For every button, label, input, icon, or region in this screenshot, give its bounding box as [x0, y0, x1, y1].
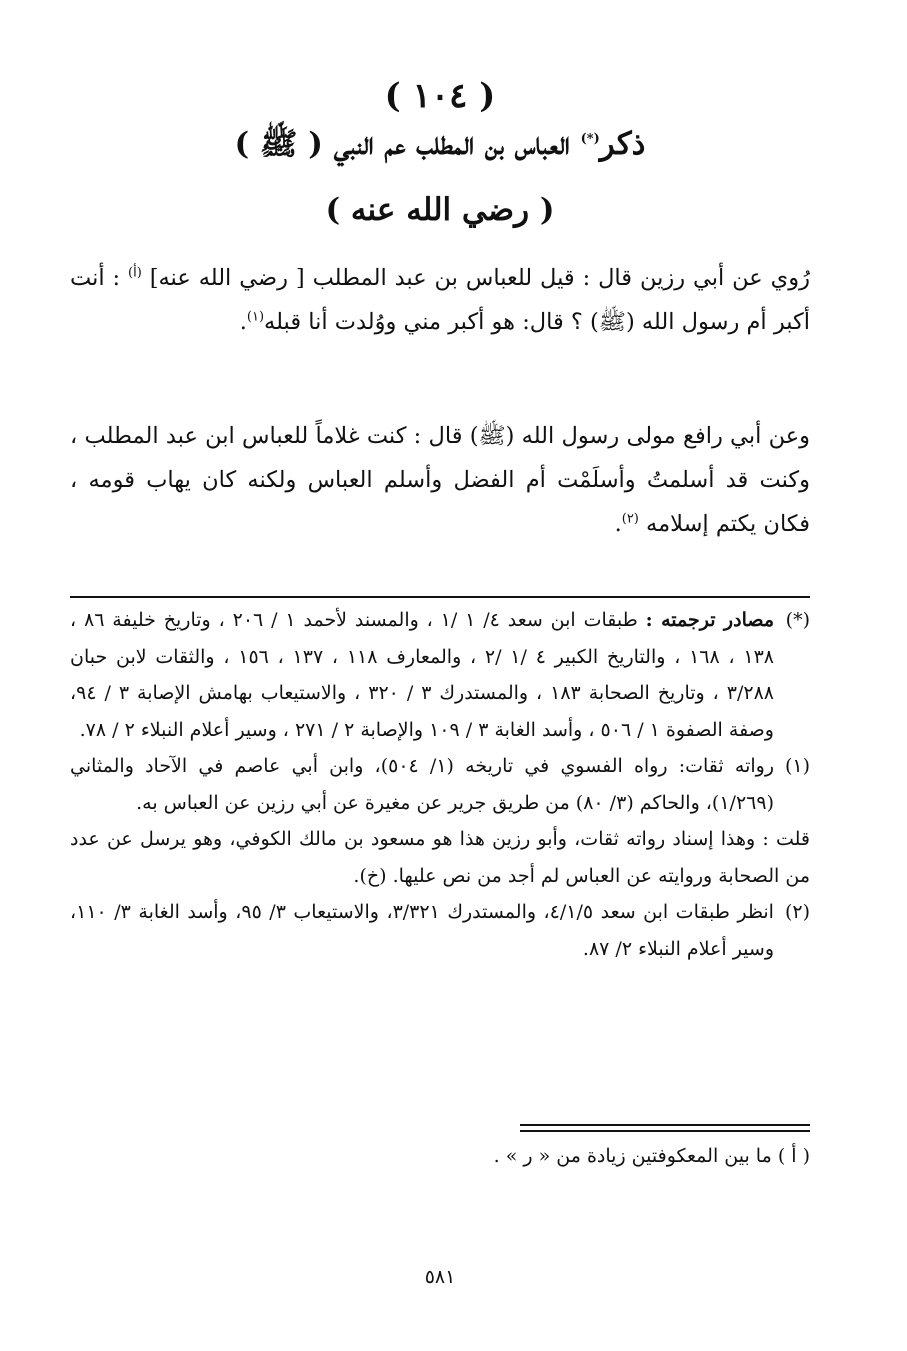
footnote-star-text: طبقات ابن سعد ٤/ ١ /١ ، والمسند لأحمد ١ / ٢٠٦ ، وتاريخ خليفة ٨٦ ، ١٣٨ ، ١٦٨ ، والتاريخ الكبير ٤ /١ /٢ ، والمعارف ١١٨ ، ١٣٧ ، ١٥٦ ، والثقات لابن حبان ٣/٢٨٨ ، وتاريخ الصحابة ١٨٣ ، والمستدرك ٣ / ٣٢٠ ، والاستيعاب بهامش الإصابة ٣ / ٩٤، وصفة الصفوة ١ / ٥٠٦ ، وأسد الغابة ٣ / ١٠٩ والإصابة ٢ / ٢٧١ ، وسير أعلام النبلاء ٢ / ٧٨.: [70, 609, 774, 741]
footnote-star-mark: (*): [785, 609, 810, 631]
editor-note-text: ما بين المعكوفتين زيادة من « ر » .: [493, 1145, 772, 1167]
title-main: العباس بن المطلب عم النبي ( ﷺ ): [234, 126, 570, 162]
para2-end: .: [614, 511, 622, 537]
body-paragraph-2: [70, 414, 810, 546]
footnote-qult: [70, 821, 810, 894]
para1-text-b: : أنت أكبر أم رسول الله (ﷺ) ؟ قال: هو أكبر مني ووُلدت أنا قبله: [70, 265, 810, 335]
page-number: ٥٨١: [424, 1266, 456, 1288]
editor-note: [70, 1138, 810, 1174]
para1-ref-b: (١): [246, 309, 265, 325]
para1-ref-a: (أ): [128, 265, 142, 281]
editor-note-mark: ( أ ): [777, 1145, 810, 1167]
entry-title: [70, 120, 810, 168]
para2-ref: (٢): [621, 511, 639, 527]
footnote-1: [70, 748, 810, 821]
footnote-qult-text: وهذا إسناد رواته ثقات، وأبو رزين هذا هو مسعود بن مالك الكوفي، وهو يرسل عن عدد من الصحابة وروايته عن العباس لم أجد من نص عليها. (خ).: [70, 828, 810, 887]
title-footnote-marker: (*): [580, 131, 600, 147]
para1-text-a: رُوي عن أبي رزين قال : قيل للعباس بن عبد المطلب [ رضي الله عنه]: [149, 265, 810, 291]
editor-note-divider: [520, 1124, 810, 1132]
footnote-1-mark: (١): [784, 755, 810, 777]
title-prefix: ذكر: [599, 126, 646, 162]
entry-subtitle: ( رضي الله عنه ): [325, 192, 555, 228]
footnote-star: [70, 602, 810, 748]
footnote-2: [70, 894, 810, 967]
footnote-divider: [70, 596, 810, 598]
footnote-2-mark: (٢): [784, 901, 810, 923]
footnote-qult-label: قلت :: [762, 828, 810, 850]
para1-end: .: [239, 309, 247, 335]
footnote-2-text: انظر طبقات ابن سعد ٤/١/٥، والمستدرك ٣/٣٢١، والاستيعاب ٣/ ٩٥، وأسد الغابة ٣/ ١١٠، وسير أعلام النبلاء ٢/ ٨٧.: [70, 901, 774, 960]
book-page: [70, 0, 810, 1351]
footnote-1-text: رواته ثقات: رواه الفسوي في تاريخه (١/ ٥٠٤)، وابن أبي عاصم في الآحاد والمثاني (١/٢٦٩)، والحاكم (٣/ ٨٠) من طريق جرير عن مغيرة عن أبي رزين عن العباس به.: [70, 755, 774, 814]
footnotes-section: [70, 602, 810, 967]
footnote-star-label: مصادر ترجمته :: [645, 609, 775, 631]
body-paragraph-1: [70, 256, 810, 344]
para2-text: وعن أبي رافع مولى رسول الله (ﷺ) قال : كنت غلاماً للعباس ابن عبد المطلب ، وكنت قد أسلمتُ وأسلَمْت أم الفضل وأسلم العباس ولكنه كان يهاب قومه ، فكان يكتم إسلامه: [70, 423, 810, 537]
entry-number: ( ١٠٤ ): [384, 76, 496, 116]
